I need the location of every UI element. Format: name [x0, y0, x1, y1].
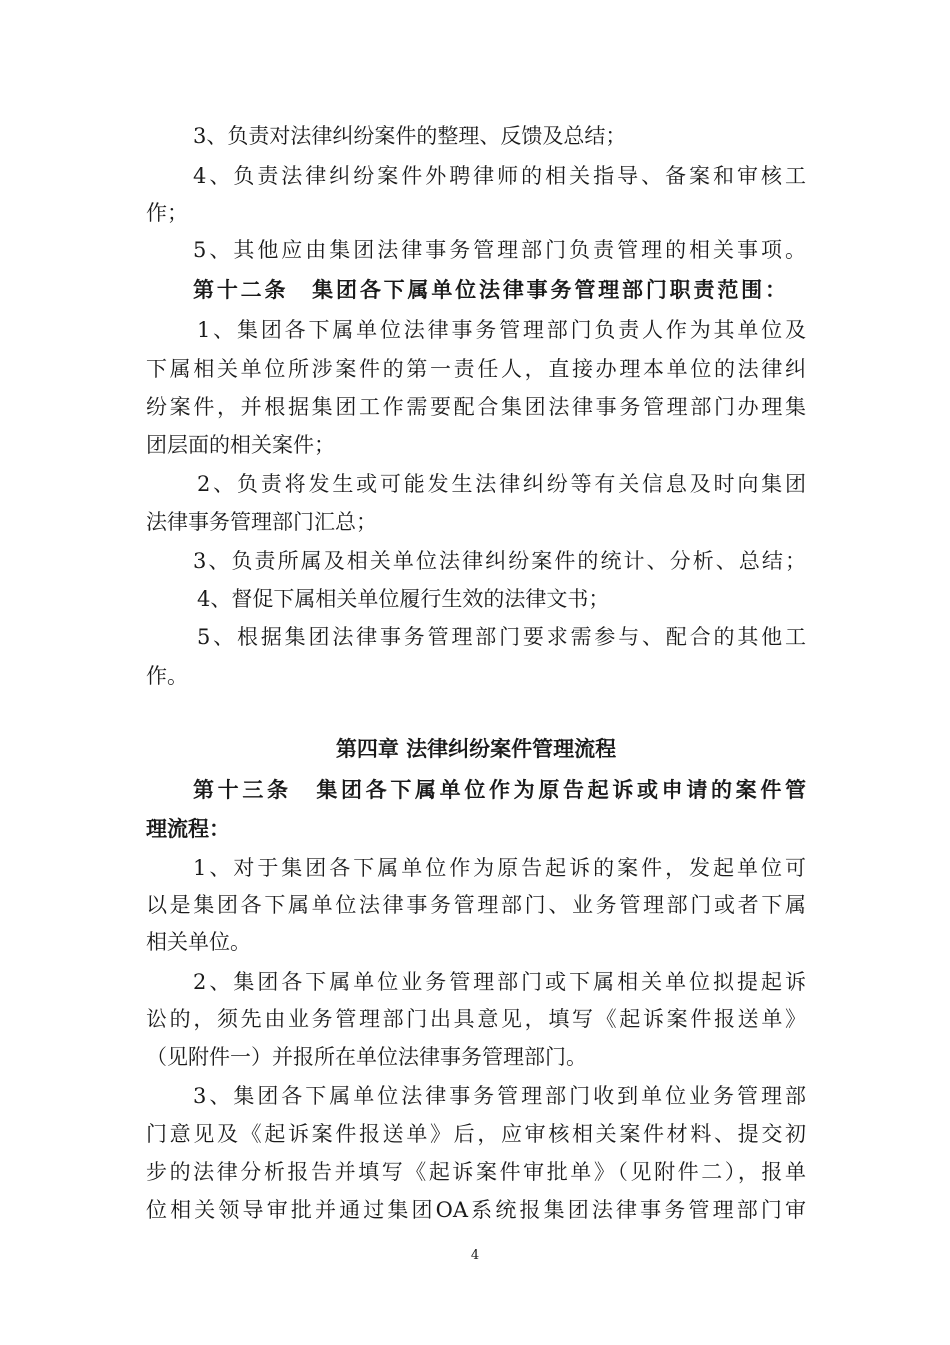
paragraph-line: 作。 [146, 664, 188, 688]
paragraph-line: 讼的，须先由业务管理部门出具意见，填写《起诉案件报送单》 [146, 1007, 806, 1031]
article-heading-cont: 理流程： [146, 816, 230, 841]
article-heading: 第十二条 集团各下属单位法律事务管理部门职责范围： [193, 277, 786, 302]
paragraph-line: 以是集团各下属单位法律事务管理部门、业务管理部门或者下属 [146, 893, 806, 917]
paragraph-line: 相关单位。 [146, 930, 251, 954]
paragraph-line: 位相关领导审批并通过集团OA系统报集团法律事务管理部门审 [146, 1198, 806, 1222]
page-number: 4 [470, 1248, 480, 1263]
paragraph-line: （见附件一）并报所在单位法律事务管理部门。 [146, 1045, 587, 1069]
chapter-heading: 第四章 法律纠纷案件管理流程 [335, 736, 617, 761]
paragraph-line: 团层面的相关案件； [146, 433, 335, 457]
paragraph-line: 4、负责法律纠纷案件外聘律师的相关指导、备案和审核工 [193, 164, 806, 188]
paragraph-line: 纷案件，并根据集团工作需要配合集团法律事务管理部门办理集 [146, 395, 806, 419]
paragraph-line: 2、负责将发生或可能发生法律纠纷等有关信息及时向集团 [197, 472, 806, 496]
paragraph-line: 步的法律分析报告并填写《起诉案件审批单》（见附件二），报单 [146, 1160, 806, 1184]
paragraph-line: 法律事务管理部门汇总； [146, 510, 377, 534]
paragraph-line: 1、对于集团各下属单位作为原告起诉的案件，发起单位可 [193, 856, 806, 880]
paragraph-line: 3、负责所属及相关单位法律纠纷案件的统计、分析、总结； [193, 549, 806, 573]
paragraph-line: 3、集团各下属单位法律事务管理部门收到单位业务管理部 [193, 1084, 806, 1108]
paragraph-line: 3、负责对法律纠纷案件的整理、反馈及总结； [193, 124, 627, 148]
article-heading: 第十三条 集团各下属单位作为原告起诉或申请的案件管 [193, 777, 806, 802]
paragraph-line: 5、其他应由集团法律事务管理部门负责管理的相关事项。 [193, 238, 806, 262]
paragraph-line: 下属相关单位所涉案件的第一责任人，直接办理本单位的法律纠 [146, 357, 806, 381]
paragraph-line: 1、集团各下属单位法律事务管理部门负责人作为其单位及 [197, 318, 806, 342]
paragraph-line: 门意见及《起诉案件报送单》后，应审核相关案件材料、提交初 [146, 1122, 806, 1146]
paragraph-line: 4、督促下属相关单位履行生效的法律文书； [197, 587, 610, 611]
paragraph-line: 5、根据集团法律事务管理部门要求需参与、配合的其他工 [197, 625, 806, 649]
paragraph-line: 作； [146, 201, 188, 225]
paragraph-line: 2、集团各下属单位业务管理部门或下属相关单位拟提起诉 [193, 970, 806, 994]
